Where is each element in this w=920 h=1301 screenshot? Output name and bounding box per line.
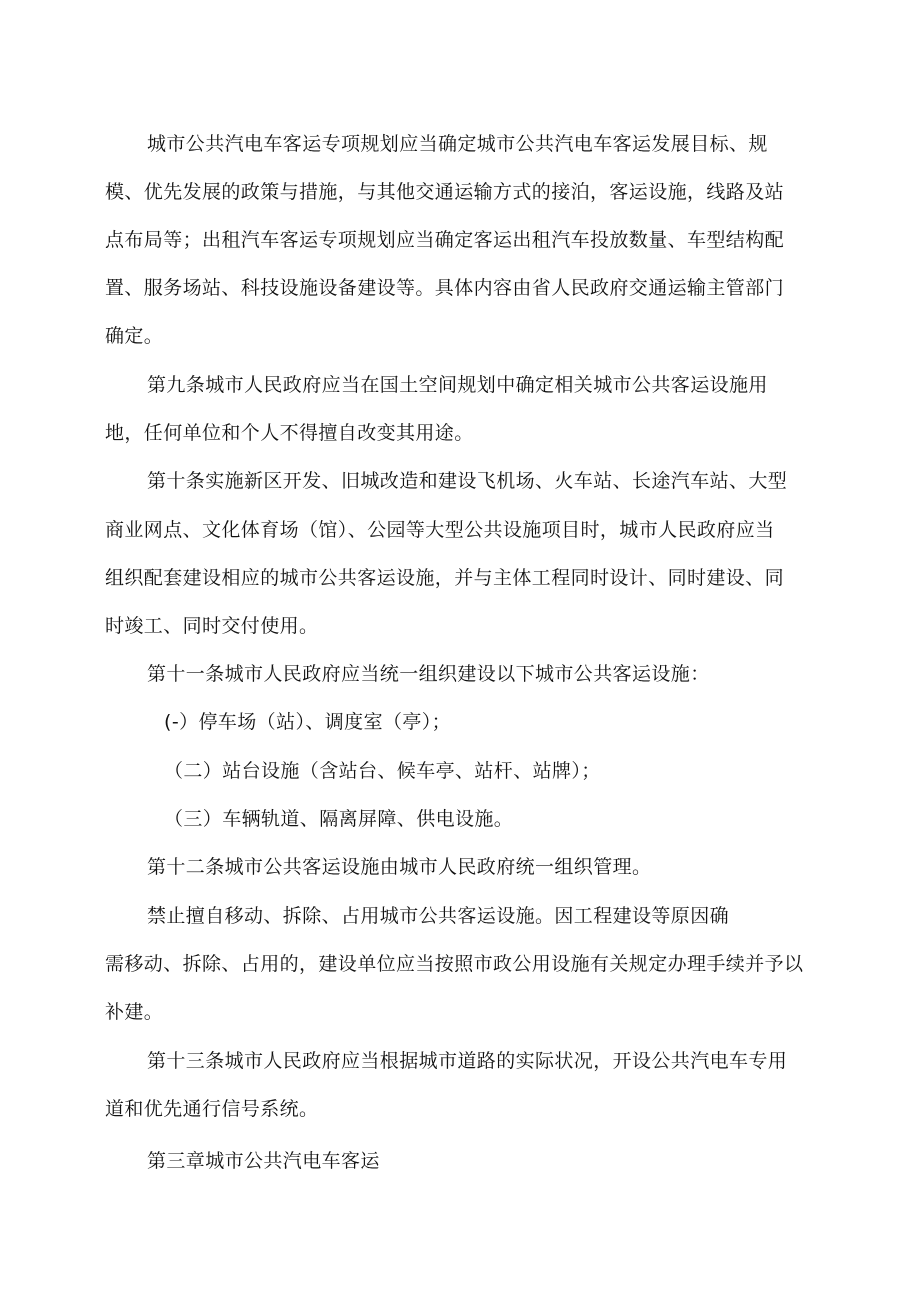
text-line: 第十条实施新区开发、旧城改造和建设飞机场、火车站、长途汽车站、大型 (147, 470, 788, 492)
text-line: 禁止擅自移动、拆除、占用城市公共客运设施。因工程建设等原因确 (147, 905, 730, 927)
text-line: 地，任何单位和个人不得擅自改变其用途。 (105, 422, 474, 444)
text-line: 道和优先通行信号系统。 (105, 1098, 319, 1120)
list-item: （二）站台设施（含站台、候车亭、站杆、站牌）； (164, 760, 601, 782)
text-line: 组织配套建设相应的城市公共客运设施，并与主体工程同时设计、同时建设、同 (105, 567, 785, 589)
text-line: 补建。 (105, 1001, 164, 1023)
text-line: 模、优先发展的政策与措施，与其他交通运输方式的接泊，客运设施，线路及站 (105, 181, 785, 203)
text-line: 城市公共汽电车客运专项规划应当确定城市公共汽电车客运发展目标、规 (147, 133, 768, 155)
text-line: 第十二条城市公共客运设施由城市人民政府统一组织管理。 (147, 856, 652, 878)
text-line: 第九条城市人民政府应当在国土空间规划中确定相关城市公共客运设施用 (147, 374, 768, 396)
list-item: (-）停车场（站）、调度室（亭）； (164, 711, 452, 733)
chapter-heading: 第三章城市公共汽电车客运 (147, 1150, 380, 1172)
text-line: 商业网点、文化体育场（馆）、公园等大型公共设施项目时，城市人民政府应当 (105, 519, 775, 541)
text-line: 确定。 (105, 325, 164, 347)
text-line: 第十三条城市人民政府应当根据城市道路的实际状况，开设公共汽电车专用 (147, 1050, 788, 1072)
text-line: 置、服务场站、科技设施设备建设等。具体内容由省人民政府交通运输主管部门 (105, 277, 785, 299)
text-line: 需移动、拆除、占用的，建设单位应当按照市政公用设施有关规定办理手续并予以 (105, 953, 804, 975)
text-line: 点布局等；出租汽车客运专项规划应当确定客运出租汽车投放数量、车型结构配 (105, 229, 785, 251)
text-line: 第十一条城市人民政府应当统一组织建设以下城市公共客运设施： (147, 663, 710, 685)
list-item: （三）车辆轨道、隔离屏障、供电设施。 (164, 808, 514, 830)
text-line: 时竣工、同时交付使用。 (105, 615, 319, 637)
